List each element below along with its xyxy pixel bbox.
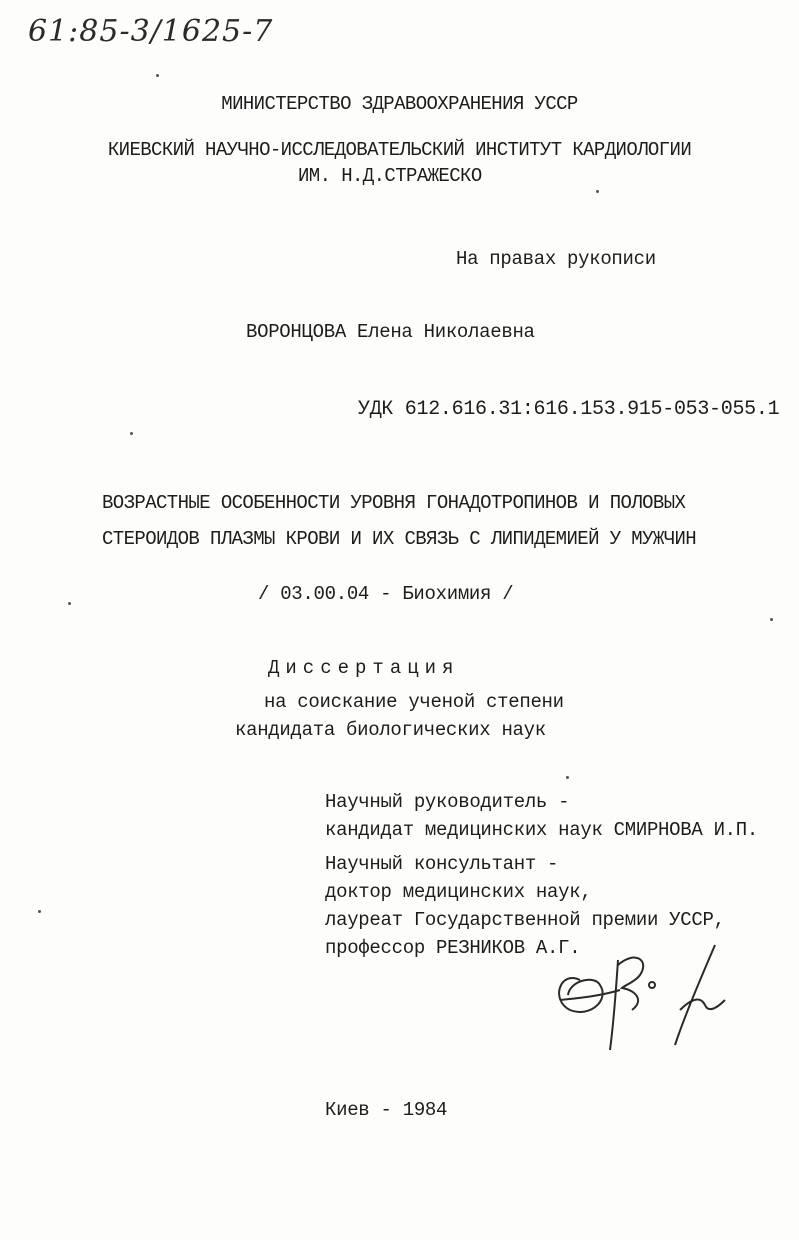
supervisor-name: кандидат медицинских наук СМИРНОВА И.П. [325, 819, 758, 841]
supervisor-title: Научный руководитель - [325, 791, 570, 813]
specialty-code: / 03.00.04 - Биохимия / [258, 583, 514, 605]
consultant-degree: доктор медицинских наук, [325, 881, 592, 903]
dissertation-label: Диссертация [268, 657, 460, 679]
thesis-title-line-2: СТЕРОИДОВ ПЛАЗМЫ КРОВИ И ИХ СВЯЗЬ С ЛИПИДЕМИЕЙ У МУЖЧИН [102, 528, 697, 550]
archive-code: 61:85-3/1625-7 [28, 14, 274, 49]
consultant-name: профессор РЕЗНИКОВ А.Г. [325, 937, 581, 959]
consultant-award: лауреат Государственной премии УССР, [325, 909, 725, 931]
scan-speck [596, 190, 599, 193]
dissertation-line-1: на соискание ученой степени [264, 691, 564, 713]
scan-speck [156, 74, 159, 77]
ministry-line: МИНИСТЕРСТВО ЗДРАВООХРАНЕНИЯ УССР [221, 93, 578, 115]
scan-speck [38, 910, 41, 913]
consultant-title: Научный консультант - [325, 853, 559, 875]
scan-speck [68, 602, 71, 605]
thesis-title-line-1: ВОЗРАСТНЫЕ ОСОБЕННОСТИ УРОВНЯ ГОНАДОТРОПИНОВ И ПОЛОВЫХ [102, 492, 686, 514]
manuscript-rights: На правах рукописи [456, 248, 656, 270]
city-year: Киев - 1984 [325, 1099, 448, 1121]
scan-speck [770, 618, 773, 621]
udc-code: УДК 612.616.31:616.153.915-053-055.1 [358, 398, 780, 421]
scan-speck [566, 776, 569, 779]
signature-graphic [540, 940, 750, 1060]
institute-name-line: ИМ. Н.Д.СТРАЖЕСКО [298, 165, 482, 187]
author-name: ВОРОНЦОВА Елена Николаевна [246, 321, 535, 343]
scan-speck [130, 432, 133, 435]
institute-line: КИЕВСКИЙ НАУЧНО-ИССЛЕДОВАТЕЛЬСКИЙ ИНСТИТУТ КАРДИОЛОГИИ [107, 139, 692, 161]
dissertation-line-2: кандидата биологических наук [235, 719, 546, 741]
